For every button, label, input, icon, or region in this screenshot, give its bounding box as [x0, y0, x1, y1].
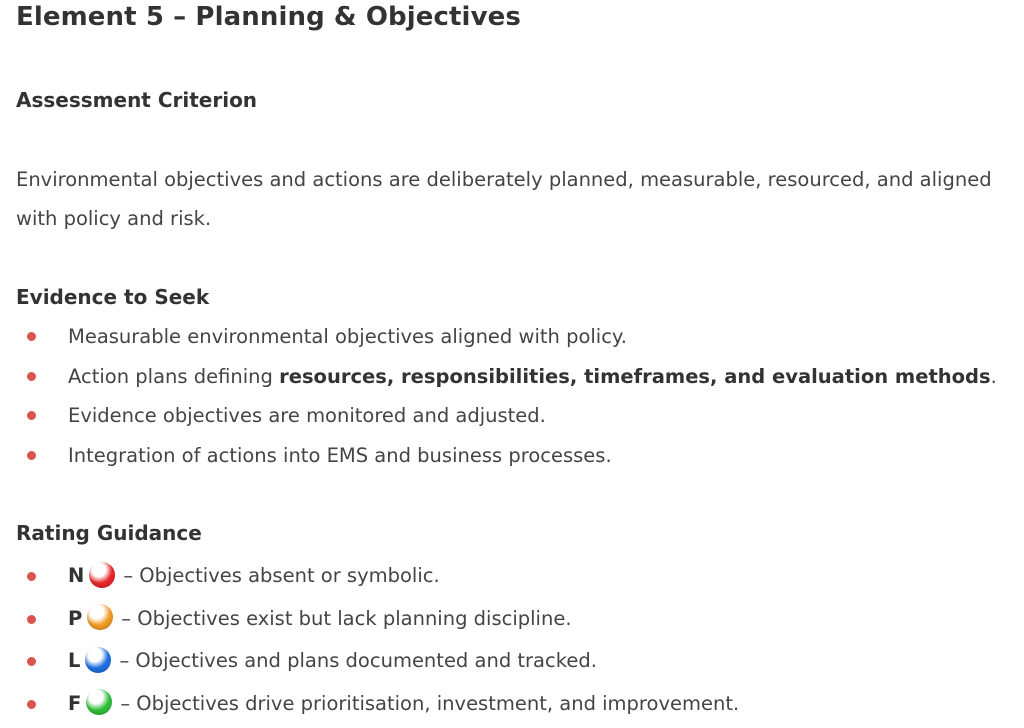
bullet-icon: [27, 615, 36, 624]
bullet-icon: [27, 572, 36, 581]
bullet-icon: [27, 451, 36, 460]
list-item: [0, 317, 1024, 357]
evidence-list: [0, 317, 1024, 475]
assessment-heading: Assessment Criterion: [16, 88, 258, 112]
rating-letter: P: [68, 606, 83, 630]
bullet-icon: [27, 372, 36, 381]
rating-letter: F: [68, 691, 82, 715]
orange-circle-icon: [87, 604, 113, 630]
rating-description: – Objectives exist but lack planning discipline.: [121, 606, 572, 630]
blue-circle-icon: [85, 647, 111, 673]
page-title: Element 5 – Planning & Objectives: [16, 2, 521, 32]
list-item: [0, 436, 1024, 476]
evidence-item-punctuation: .: [990, 364, 997, 388]
rating-heading: Rating Guidance: [16, 521, 202, 545]
rating-description: – Objectives drive prioritisation, investment, and improvement.: [120, 691, 740, 715]
bullet-icon: [27, 657, 36, 666]
rating-item-f: [0, 683, 1024, 726]
evidence-item-emphasis: resources, responsibilities, timeframes, and evaluation methods: [279, 364, 991, 388]
rating-description: – Objectives absent or symbolic.: [123, 564, 440, 587]
evidence-item-text: Integration of actions into EMS and business processes.: [68, 443, 612, 467]
bullet-icon: [27, 411, 36, 420]
evidence-item-text: Action plans defining: [68, 364, 280, 388]
list-item: [0, 396, 1024, 436]
rating-item-n: [0, 555, 1024, 598]
rating-description: – Objectives and plans documented and tracked.: [119, 649, 597, 672]
rating-list: [0, 555, 1024, 725]
evidence-heading: Evidence to Seek: [16, 285, 210, 309]
green-circle-icon: [86, 689, 112, 715]
red-circle-icon: [89, 562, 115, 588]
rating-letter: L: [68, 649, 81, 672]
rating-item-p: [0, 598, 1024, 641]
list-item: [0, 357, 1024, 397]
rating-item-l: [0, 640, 1024, 683]
evidence-item-text: Measurable environmental objectives aligned with policy.: [68, 325, 627, 348]
assessment-text: Environmental objectives and actions are deliberately planned, measurable, resourced, and aligned with policy and risk.: [16, 168, 992, 230]
evidence-item-text: Evidence objectives are monitored and adjusted.: [68, 404, 546, 427]
bullet-icon: [27, 332, 36, 341]
rating-letter: N: [68, 564, 85, 587]
bullet-icon: [27, 700, 36, 709]
